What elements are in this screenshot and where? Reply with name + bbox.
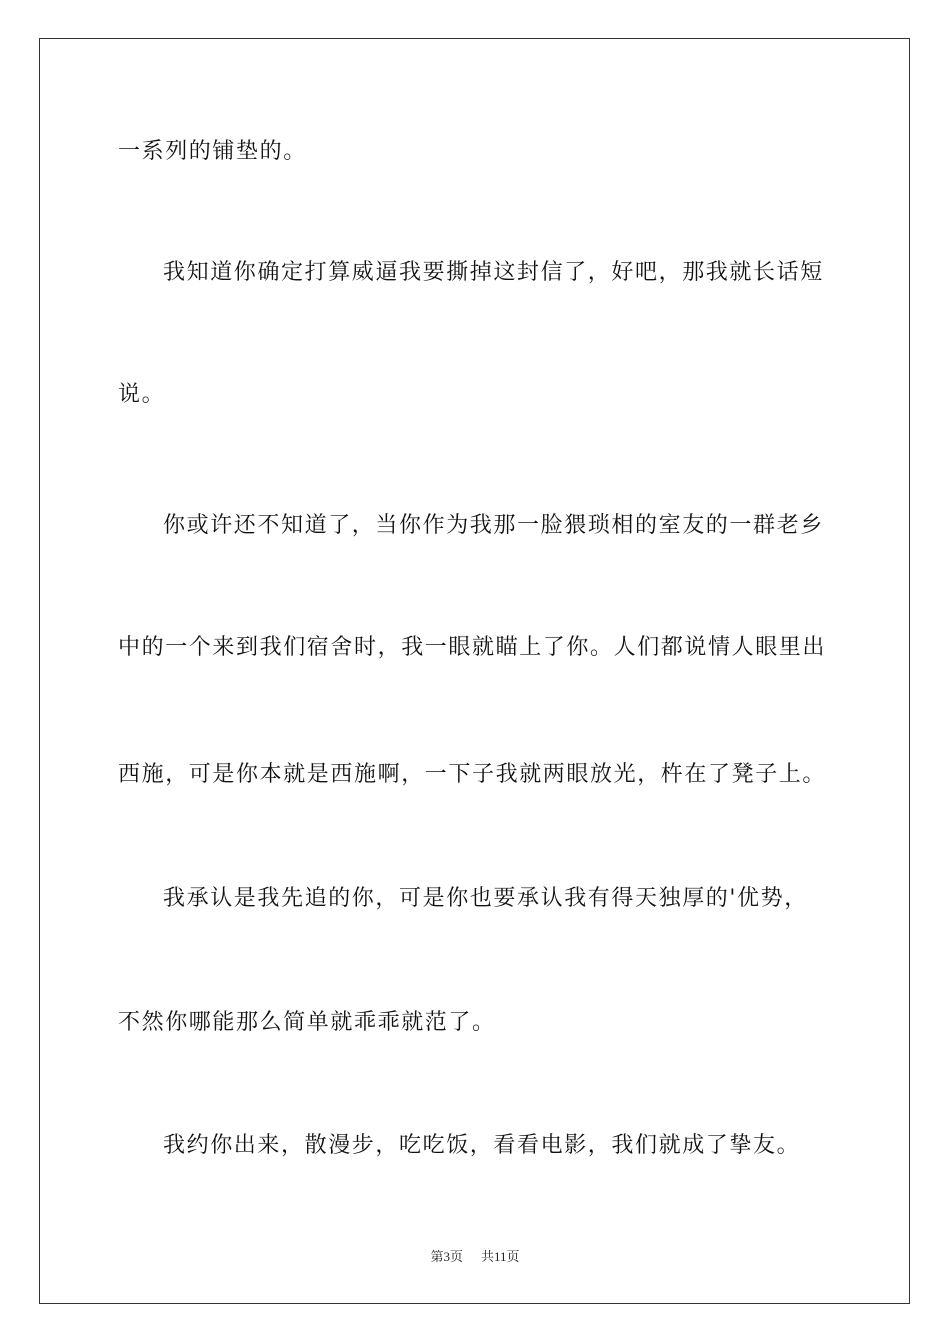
paragraph-line-2: 我知道你确定打算威逼我要撕掉这封信了，好吧，那我就长话短 <box>163 260 824 285</box>
page-total: 共11页 <box>480 1249 520 1264</box>
paragraph-line-7: 我承认是我先追的你，可是你也要承认我有得天独厚的'优势， <box>163 886 808 911</box>
text-line-1: 一系列的铺垫的。 <box>118 139 307 164</box>
text-line-6: 西施，可是你本就是西施啊，一下子我就两眼放光，杵在了凳子上。 <box>118 762 827 787</box>
page-border <box>39 38 910 1304</box>
paragraph-line-9: 我约你出来，散漫步，吃吃饭，看看电影，我们就成了挚友。 <box>163 1133 801 1158</box>
text-line-3: 说。 <box>118 382 166 407</box>
page-number: 第3页 <box>430 1249 463 1264</box>
page-footer <box>0 1248 950 1266</box>
paragraph-line-4: 你或许还不知道了，当你作为我那一脸猥琐相的室友的一群老乡 <box>163 513 824 538</box>
text-line-8: 不然你哪能那么简单就乖乖就范了。 <box>118 1010 496 1035</box>
text-line-5: 中的一个来到我们宿舍时，我一眼就瞄上了你。人们都说情人眼里出 <box>118 635 827 660</box>
